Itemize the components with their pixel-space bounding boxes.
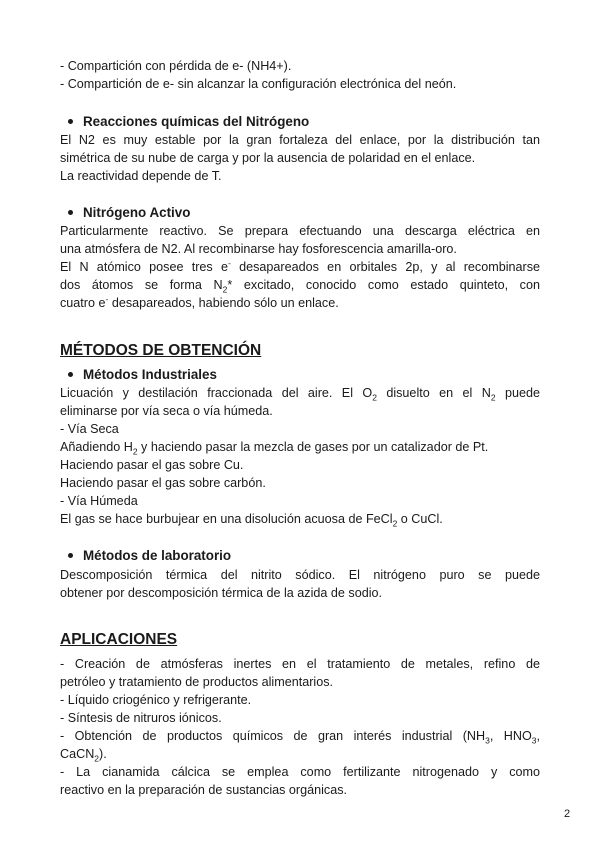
activo-paragraph bbox=[60, 222, 540, 312]
text-line: - Obtención de productos químicos de gran interés industrial ($NH_3$, $HNO_3$, bbox=[60, 729, 540, 745]
text-line: Particularmente reactivo. Se prepara efectuando una descarga eléctrica en bbox=[60, 224, 540, 238]
reacciones-paragraph bbox=[60, 131, 540, 185]
text-line: - Líquido criogénico y refrigerante. bbox=[60, 693, 252, 707]
bullet-dot-icon bbox=[68, 210, 73, 215]
text-line: - Compartición de e- sin alcanzar la configuración electrónica del neón. bbox=[60, 77, 457, 91]
heading-text: Nitrógeno Activo bbox=[83, 205, 191, 220]
section-title-metodos: MÉTODOS DE OBTENCIÓN bbox=[60, 342, 262, 359]
page-number: 2 bbox=[564, 808, 571, 820]
text-line: obtener por descomposición térmica de la azida de sodio. bbox=[60, 586, 383, 600]
text-line: reactivo en la preparación de sustancias orgánicas. bbox=[60, 783, 348, 797]
heading-laboratorio bbox=[68, 547, 231, 565]
heading-text: Reacciones químicas del Nitrógeno bbox=[83, 114, 310, 129]
section-title-aplicaciones: APLICACIONES bbox=[60, 631, 178, 648]
industriales-paragraph bbox=[60, 384, 540, 528]
bullet-dot-icon bbox=[68, 372, 73, 377]
heading-activo bbox=[68, 204, 190, 222]
text-line: Descomposición térmica del nitrito sódico. El nitrógeno puro se puede bbox=[60, 568, 540, 582]
text-line: una atmósfera de N2. Al recombinarse hay fosforescencia amarilla-oro. bbox=[60, 242, 457, 256]
bullet-dot-icon bbox=[68, 119, 73, 124]
text-line: - Vía Húmeda bbox=[60, 494, 138, 508]
intro-lines bbox=[60, 57, 540, 93]
laboratorio-paragraph bbox=[60, 566, 540, 602]
text-line: cuatro e- desapareados, habiendo sólo un enlace. bbox=[60, 293, 339, 310]
heading-reacciones bbox=[68, 113, 309, 131]
text-line: Haciendo pasar el gas sobre Cu. bbox=[60, 458, 244, 472]
text-line: eliminarse por vía seca o vía húmeda. bbox=[60, 404, 273, 418]
text-line: La reactividad depende de T. bbox=[60, 169, 222, 183]
text-line: Añadiendo $H_2$ y haciendo pasar la mezcla de gases por un catalizador de Pt. bbox=[60, 440, 489, 457]
text-line: - Compartición con pérdida de e- (NH4+). bbox=[60, 59, 292, 73]
bullet-dot-icon bbox=[68, 553, 73, 558]
aplicaciones-paragraph bbox=[60, 655, 540, 799]
text-line: Licuación y destilación fraccionada del aire. El $O_2$ disuelto en el $N_2$ puede bbox=[60, 386, 540, 402]
text-line: simétrica de su nube de carga y por la ausencia de polaridad en el enlace. bbox=[60, 151, 476, 165]
text-line: El N2 es muy estable por la gran fortaleza del enlace, por la distribución tan bbox=[60, 133, 540, 147]
heading-text: Métodos de laboratorio bbox=[83, 548, 232, 563]
text-line: - Creación de atmósferas inertes en el tratamiento de metales, refino de bbox=[60, 657, 540, 671]
text-line: dos átomos se forma $N_2*$ excitado, conocido como estado quinteto, con bbox=[60, 278, 540, 294]
text-line: - Síntesis de nitruros iónicos. bbox=[60, 711, 222, 725]
text-line: petróleo y tratamiento de productos alimentarios. bbox=[60, 675, 334, 689]
text-line: - Vía Seca bbox=[60, 422, 119, 436]
text-line: CaCN$_2$). bbox=[60, 747, 107, 764]
text-line: El gas se hace burbujear en una disolución acuosa de FeCl$_2$ o CuCl. bbox=[60, 512, 443, 529]
text-line: Haciendo pasar el gas sobre carbón. bbox=[60, 476, 266, 490]
heading-industriales bbox=[68, 366, 217, 384]
text-line: El N atómico posee tres e- desapareados en orbitales 2p, y al recombinarse bbox=[60, 258, 540, 274]
heading-text: Métodos Industriales bbox=[83, 367, 217, 382]
text-line: - La cianamida cálcica se emplea como fertilizante nitrogenado y como bbox=[60, 765, 540, 779]
